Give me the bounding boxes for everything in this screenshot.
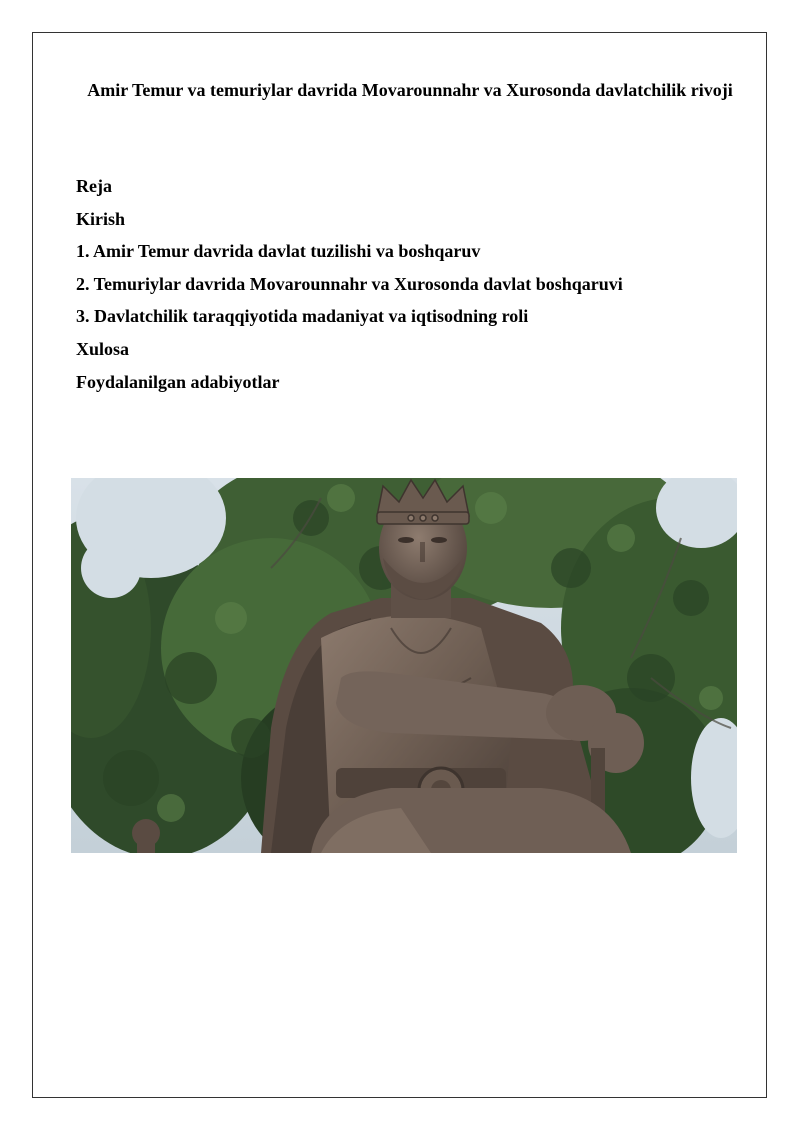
outline-item-section-3: 3. Davlatchilik taraqqiyotida madaniyat va iqtisodning roli: [76, 306, 529, 327]
document-title: Amir Temur va temuriylar davrida Movarounnahr va Xurosonda davlatchilik rivoji: [87, 80, 733, 100]
statue-illustration: [71, 478, 737, 853]
outline-item-section-2: 2. Temuriylar davrida Movarounnahr va Xurosonda davlat boshqaruvi: [76, 273, 623, 294]
outline-item-reja: Reja: [76, 176, 112, 196]
outline-item-kirish: Kirish: [76, 208, 126, 229]
outline-item-section-1: 1. Amir Temur davrida davlat tuzilishi va boshqaruv: [76, 241, 481, 262]
statue-photo: [71, 478, 737, 853]
outline-item-references: Foydalanilgan adabiyotlar: [76, 371, 280, 392]
outline-item-xulosa: Xulosa: [76, 338, 130, 359]
outline-list: [76, 170, 623, 398]
